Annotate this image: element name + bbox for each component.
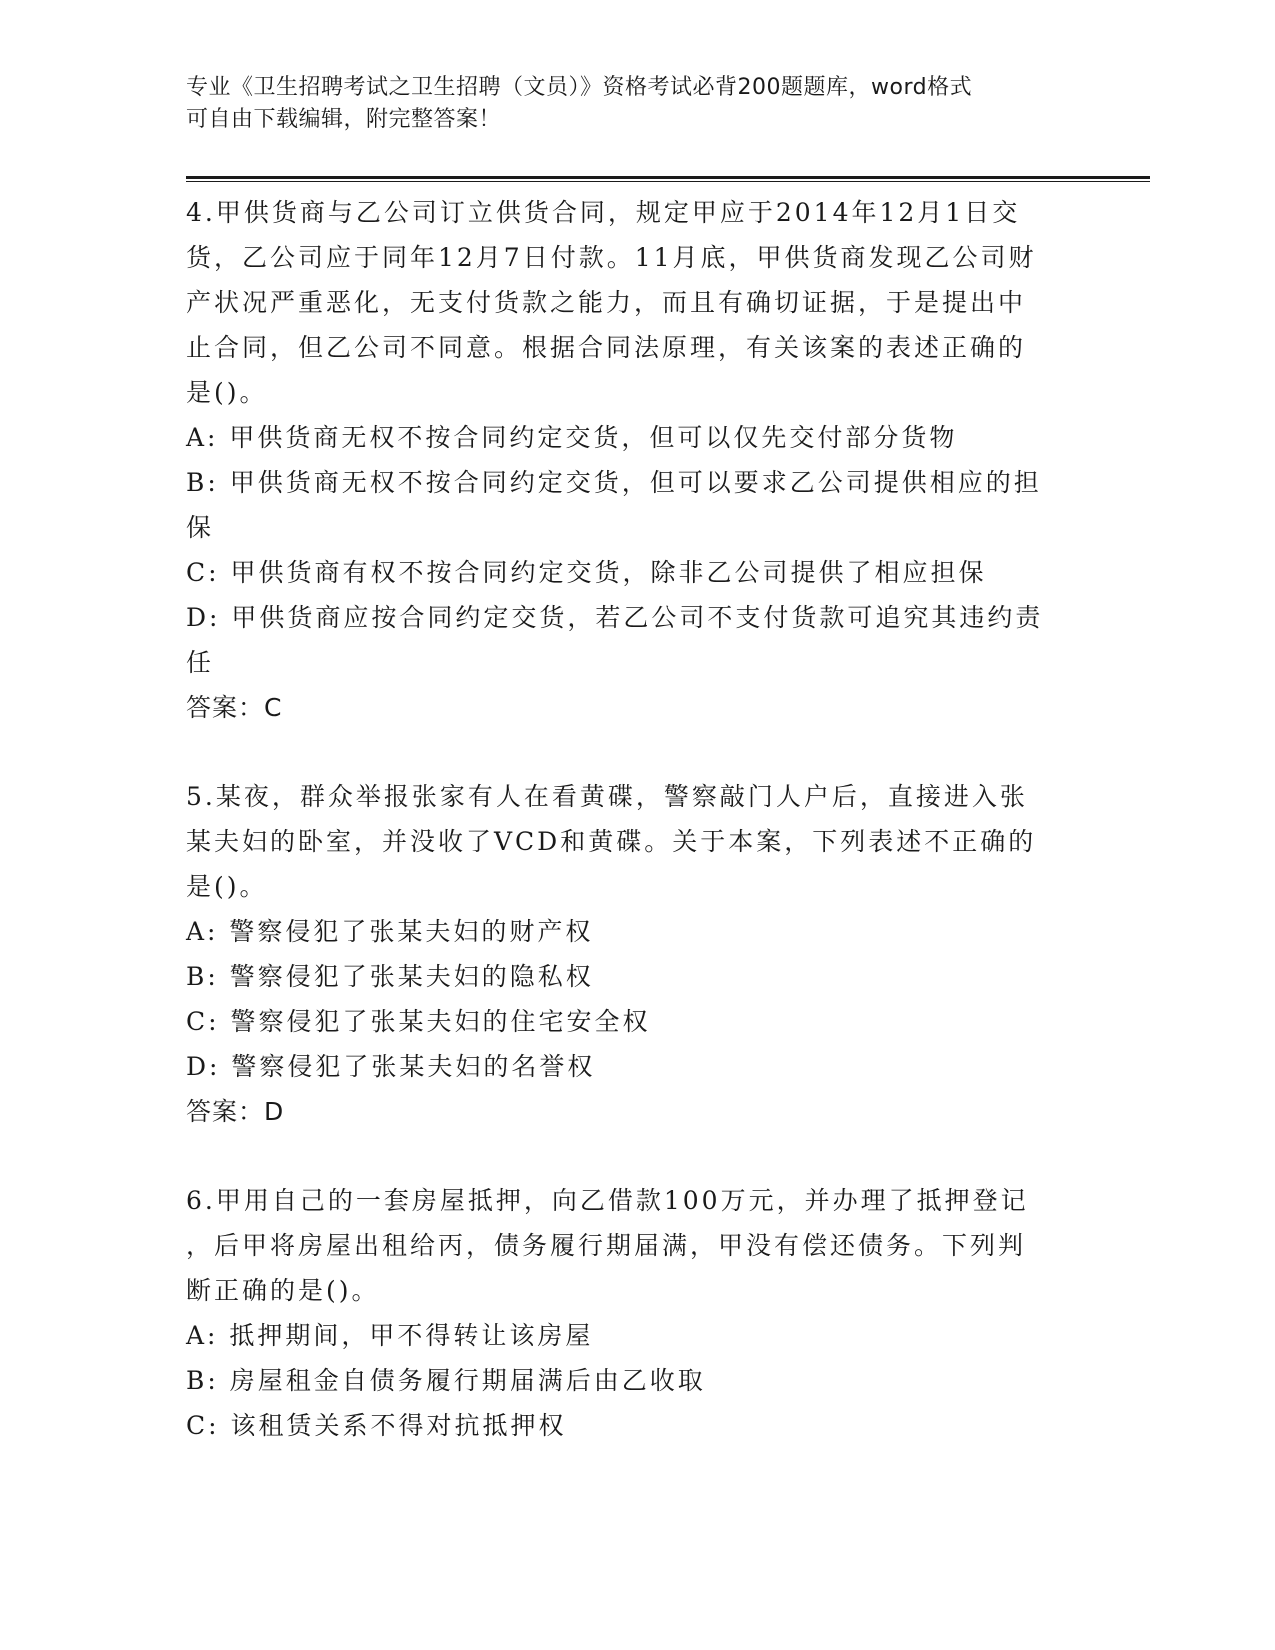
question-stem-line: 是()。 <box>186 872 268 901</box>
question-stem-line: 某夫妇的卧室，并没收了VCD和黄碟。关于本案，下列表述不正确的 <box>186 827 1037 856</box>
option-d: D: 警察侵犯了张某夫妇的名誉权 <box>186 1052 596 1081</box>
question-stem-line: ，后甲将房屋出租给丙，债务履行期届满，甲没有偿还债务。下列判 <box>186 1231 1027 1260</box>
question-stem-line: 4.甲供货商与乙公司订立供货合同，规定甲应于2014年12月1日交 <box>186 198 1021 227</box>
option-d: D: 甲供货商应按合同约定交货，若乙公司不支付货款可追究其违约责 任 <box>186 603 1044 677</box>
question-stem-line: 6.甲用自己的一套房屋抵押，向乙借款100万元，并办理了抵押登记 <box>186 1186 1029 1215</box>
question-list <box>186 190 1066 1448</box>
question-6 <box>186 1178 1066 1448</box>
question-stem-line: 货，乙公司应于同年12月7日付款。11月底，甲供货商发现乙公司财 <box>186 243 1037 272</box>
question-4 <box>186 190 1066 730</box>
option-c: C: 该租赁关系不得对抗抵押权 <box>186 1411 567 1440</box>
question-stem-line: 止合同，但乙公司不同意。根据合同法原理，有关该案的表述正确的 <box>186 333 1027 362</box>
page-header <box>186 72 1086 136</box>
option-b: B: 警察侵犯了张某夫妇的隐私权 <box>186 962 594 991</box>
spacer <box>186 730 1066 774</box>
question-stem-line: 产状况严重恶化，无支付货款之能力，而且有确切证据，于是提出中 <box>186 288 1027 317</box>
question-stem-line: 5.某夜，群众举报张家有人在看黄碟，警察敲门人户后，直接进入张 <box>186 782 1028 811</box>
spacer <box>186 1134 1066 1178</box>
option-a: A: 警察侵犯了张某夫妇的财产权 <box>186 917 594 946</box>
option-a: A: 甲供货商无权不按合同约定交货，但可以仅先交付部分货物 <box>186 423 958 452</box>
header-line-1: 专业《卫生招聘考试之卫生招聘（文员）》资格考试必背200题题库，word格式 <box>186 75 973 100</box>
header-divider <box>186 176 1150 182</box>
answer-label: 答案：D <box>186 1097 285 1126</box>
header-line-2: 可自由下载编辑，附完整答案！ <box>186 107 502 132</box>
option-b: B: 房屋租金自债务履行期届满后由乙收取 <box>186 1366 706 1395</box>
option-c: C: 甲供货商有权不按合同约定交货，除非乙公司提供了相应担保 <box>186 558 987 587</box>
option-a: A: 抵押期间，甲不得转让该房屋 <box>186 1321 594 1350</box>
question-stem-line: 是()。 <box>186 378 268 407</box>
option-c: C: 警察侵犯了张某夫妇的住宅安全权 <box>186 1007 651 1036</box>
question-5 <box>186 774 1066 1134</box>
question-stem-line: 断正确的是()。 <box>186 1276 380 1305</box>
option-b: B: 甲供货商无权不按合同约定交货，但可以要求乙公司提供相应的担 保 <box>186 468 1042 542</box>
answer-label: 答案：C <box>186 693 283 722</box>
